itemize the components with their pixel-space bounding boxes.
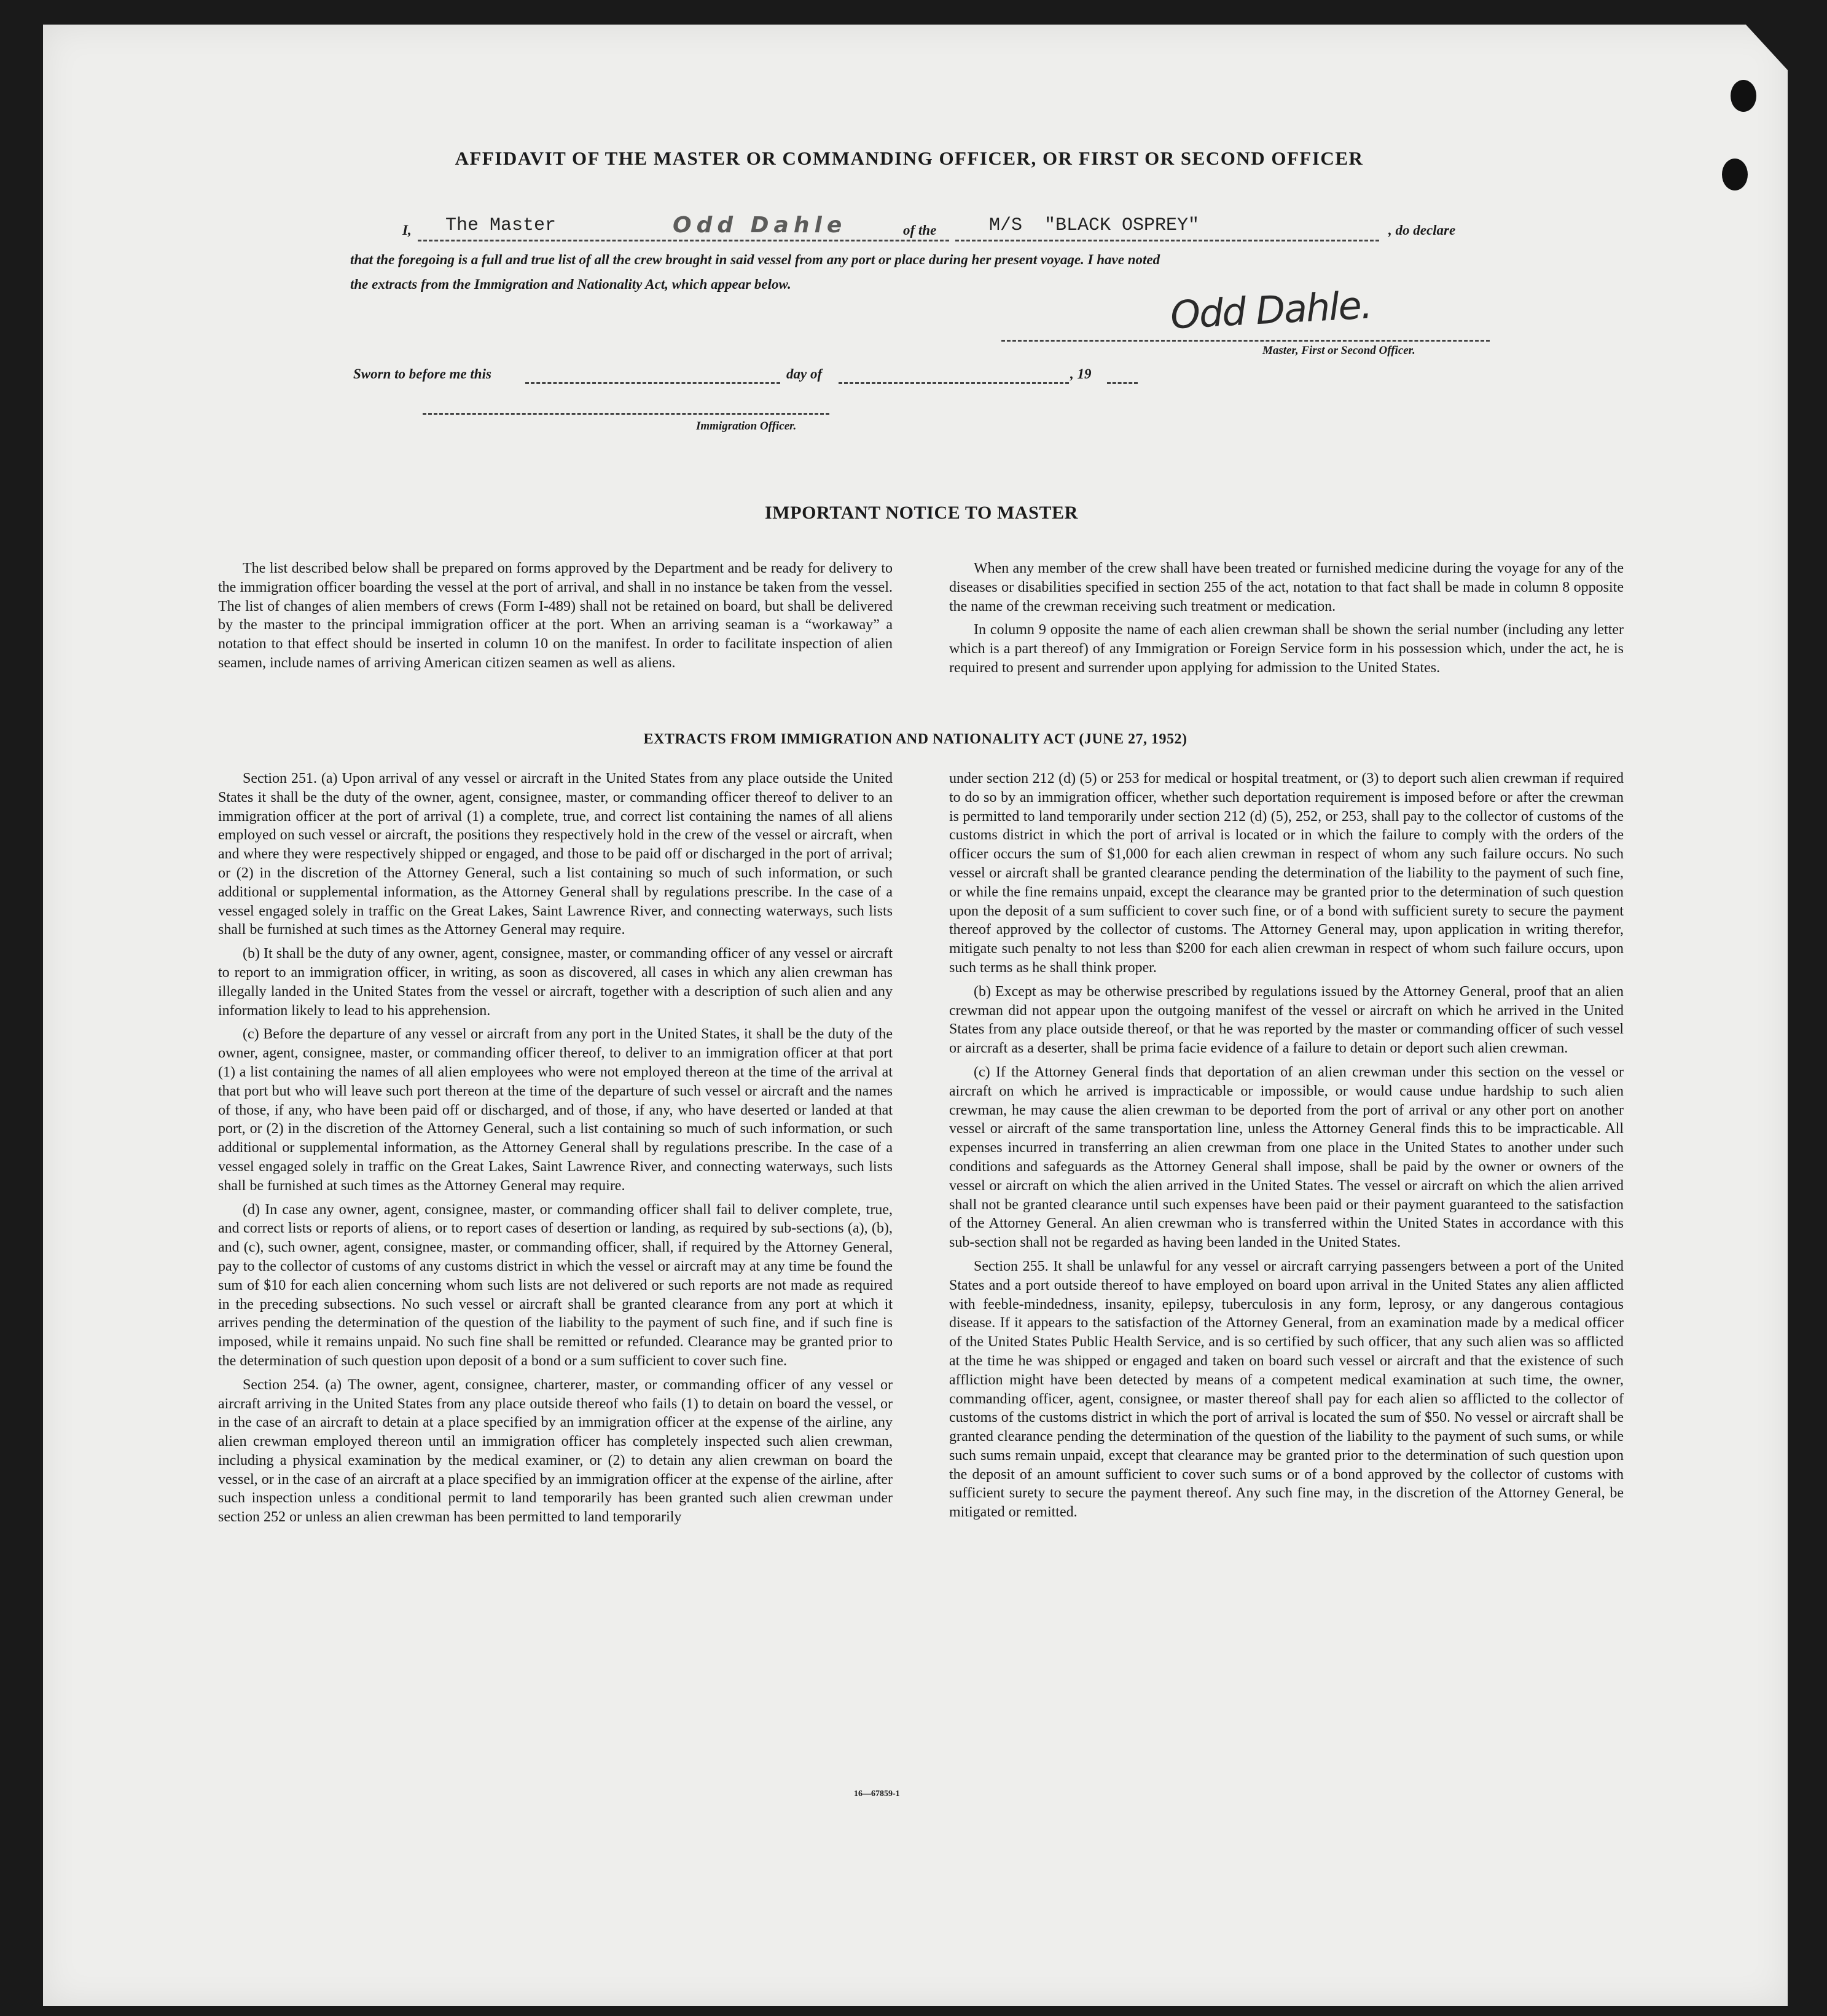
section-254-b: (b) Except as may be otherwise prescribed by regulations issued by the Attorney General, proof that an alien crewman did not appear upon the outgoing manifest of the vessel or aircraft on which he arrived in the United States from any place outside thereof, or that he was reported by the master or commanding officer of such vessel or aircraft as a deserter, shall be prima facie evidence of a failure to detain or deport such alien crewman. <box>949 983 1624 1057</box>
of-the-label: of the <box>903 222 937 238</box>
declaration-line-3: the extracts from the Immigration and Nationality Act, which appear below. <box>350 277 791 292</box>
vessel-name-field: M/S "BLACK OSPREY" <box>989 215 1200 236</box>
section-255: Section 255. It shall be unlawful for any vessel or aircraft carrying passengers between a port of the United States and a port outside thereof to have employed on board upon arrival in the United States any alien afflicted with feeble-mindedness, insanity, epilepsy, tuberculosis in any form, leprosy, or any dangerous contagious disease. If it appears to the satisfaction of the Attorney General, from an examination made by a medical officer of the United States Public Health Service, and is so certified by such officer, that any such alien was so afflicted at the time he was shipped or engaged and taken on board such vessel or aircraft and that the existence of such affliction might have been detected by means of a competent medical examination at such time, the owner, commanding officer, agent, consignee, or master thereof shall pay for each alien so afflicted to the collector of customs of the customs district in which the port of arrival is located the sum of $50. No vessel or aircraft shall be granted clearance pending the determination of the question of the liability to the payment of such sums, or while such sums remain unpaid, except that clearance may be granted prior to the determination of such question upon the deposit of an amount sufficient to cover such sums or of a bond approved by the collector of customs with sufficient surety to secure the payment thereof. Any such fine may, in the discretion of the Attorney General, be mitigated or remitted. <box>949 1258 1624 1521</box>
section-254-a-continued: under section 212 (d) (5) or 253 for medical or hospital treatment, or (3) to deport such alien crewman if required to do so by an immigration officer, whether such deportation requirement is imposed before or after the crewman is permitted to land temporarily under section 212 (d) (5), 252, or 253, shall pay to the collector of customs of the customs district in which the port of arrival is located or in which the failure to comply with the orders of the officer occurs the sum of $1,000 for each alien crewman in respect of whom any such failure occurs. No such vessel or aircraft shall be granted clearance pending the determination of the liability to the payment of such fine, or while the fine remains unpaid, except the clearance may be granted prior to the determination of such question upon the deposit of a sum sufficient to cover such fine, or of a bond with sufficient surety to secure the payment thereof approved by the collector of customs. The Attorney General may, upon application in writing therefor, mitigate such penalty to not less than $200 for each alien crewman in respect of whom such failure occurs, upon such terms as he shall think proper. <box>949 771 1624 976</box>
section-251-c: (c) Before the departure of any vessel or aircraft from any port in the United States, it shall be the duty of the owner, agent, consignee, master, or commanding officer thereof, to deliver to an immigration officer at that port (1) a list containing the names of all alien employees who were not employed thereon at the time of the arrival at that port but who will leave such port thereon at the time of the departure of such vessel or aircraft and the names of those, if any, who have been paid off or discharged, and of those, if any, who have deserted or landed at that port, or (2) in the discretion of the Attorney General, such a list containing so much of such information, or such additional or supplemental information, as the Attorney General shall by regulations prescribe. In the case of a vessel engaged solely in traffic on the Great Lakes, Saint Lawrence River, and connecting waterways, such lists shall be furnished at such times as the Attorney General may require. <box>218 1026 893 1194</box>
day-of-label: day of <box>786 366 823 382</box>
year-underline <box>1107 382 1138 384</box>
section-254-c: (c) If the Attorney General finds that deportation of an alien crewman under this section on the vessel or aircraft on which he arrived is impracticable or impossible, or would cause undue hardship to such alien crewman, he may cause the alien crewman to be deported from the port of arrival or any other port on another vessel or aircraft of the same transportation line, unless the Attorney General finds this to be impracticable. All expenses incurred in transferring an alien crewman from one place in the United States to another under such conditions and safeguards as the Attorney General shall impose, shall be paid by the owner or owners of the vessel or aircraft on which the alien arrived in the United States. The vessel or aircraft on which the alien arrived shall not be granted clearance until such expenses have been paid or their payment guaranteed to the satisfaction of the Attorney General. An alien crewman who is transferred within the United States in accordance with this sub-section shall not be regarded as having been landed in the United States. <box>949 1064 1624 1251</box>
notice-right-paragraph: When any member of the crew shall have been treated or furnished medicine during the voyage for any of the diseases or disabilities specified in section 255 of the act, notation to that fact shall be made in column 8 opposite the name of the crewman receiving such treatment or medication. <box>949 560 1624 614</box>
handwritten-master-name: Odd Dahle <box>673 213 847 238</box>
section-251-b: (b) It shall be the duty of any owner, agent, consignee, master, or commanding officer of any vessel or aircraft to report to an immigration officer, in writing, as soon as discovered, all cases in which any alien crewman has illegally landed in the United States from the vessel or aircraft, together with a description of such alien and any information likely to lead to his apprehension. <box>218 946 893 1019</box>
notice-right-column <box>949 559 1624 683</box>
declarant-underline <box>418 240 949 241</box>
sworn-date-underline <box>525 382 780 384</box>
notice-left-paragraph: The list described below shall be prepared on forms approved by the Department and be ready for delivery to the immigration officer boarding the vessel at the port of arrival, and shall in no instance be taken from the vessel. The list of changes of alien members of crews (Form I-489) shall not be retained on board, but shall be delivered by the master to the principal immigration officer at the port. When an arriving seaman is a “workaway” a notation to that effect should be inserted in column 10 on the manifest. In order to facilitate inspection of alien seamen, include names of arriving American citizen seamen as well as aliens. <box>218 560 893 671</box>
officer-signature-line <box>423 413 829 415</box>
declaration-suffix: , do declare <box>1388 222 1456 238</box>
officer-caption: Immigration Officer. <box>696 420 797 433</box>
section-254-a: Section 254. (a) The owner, agent, consignee, charterer, master, or commanding officer of any vessel or aircraft arriving in the United States from any place outside thereof who fails (1) to detain on board the vessel, or in the case of an aircraft to detain at a place specified by an immigration officer at the expense of the airline, any alien crewman employed thereon until an immigration officer has completely inspected such alien crewman, including a physical examination by the medical examiner, or (2) to detain any alien crewman on board the vessel, or in the case of an aircraft at a place specified by an immigration officer at the expense of the airline, after such inspection unless a conditional permit to land temporarily has been granted such alien crewman under section 252 or unless an alien crewman has been permitted to land temporarily <box>218 1376 893 1526</box>
section-251-a: Section 251. (a) Upon arrival of any vessel or aircraft in the United States from any place outside the United States it shall be the duty of the owner, agent, consignee, master, or commanding officer thereof to deliver to an immigration officer at the port of arrival (1) a complete, true, and correct list containing the names of all aliens employed on such vessel or aircraft, the positions they respectively hold in the crew of the vessel or aircraft, when and where they were respectively shipped or engaged, and those to be paid off or discharged in the port of arrival; or (2) in the discretion of the Attorney General, such a list containing so much of such information, or such additional or supplemental information, as the Attorney General shall by regulations prescribe. In the case of a vessel engaged solely in traffic on the Great Lakes, Saint Lawrence River, and connecting waterways, such lists shall be furnished at such times as the Attorney General may require. <box>218 771 893 938</box>
form-number: 16—67859-1 <box>854 1789 900 1798</box>
declaration-line-2: that the foregoing is a full and true list of all the crew brought in said vessel from any port or place during her present voyage. I have noted <box>350 252 1160 267</box>
vessel-underline <box>955 240 1379 241</box>
notice-right-paragraph: In column 9 opposite the name of each alien crewman shall be shown the serial number (including any letter which is a part thereof) of any Immigration or Foreign Service form in his possession which, under the act, he is required to present and surrender upon applying for admission to the United States. <box>949 622 1624 676</box>
declaration-prefix: I, <box>402 222 412 238</box>
year-label: , 19 <box>1070 366 1092 382</box>
signature-line <box>1001 340 1490 342</box>
master-signature: Odd Dahle. <box>1169 282 1373 338</box>
extracts-heading: EXTRACTS FROM IMMIGRATION AND NATIONALITY ACT (JUNE 27, 1952) <box>643 731 1187 747</box>
signature-caption: Master, First or Second Officer. <box>1262 344 1415 357</box>
month-underline <box>839 382 1069 384</box>
declarant-field: The Master <box>445 215 557 236</box>
extracts-left-column <box>218 769 893 1532</box>
section-251-d: (d) In case any owner, agent, consignee, master, or commanding officer shall fail to deliver complete, true, and correct lists or reports of aliens, or to report cases of desertion or landing, as required by sub-sections (a), (b), and (c), such owner, agent, consignee, master, or commanding officer, shall, if required by the Attorney General, pay to the collector of customs of any customs district in which the vessel or aircraft may at any time be found the sum of $10 for each alien concerning whom such lists are not delivered or such reports are not made as required in the preceding subsections. No such vessel or aircraft shall be granted clearance from any port at which it arrives pending the determination of the question of the liability to the payment of such fine, and if such fine is imposed, while it remains unpaid. No such fine shall be remitted or refunded. Clearance may be granted prior to the determination of such question upon deposit of a bond or a sum sufficient to cover such fine. <box>218 1201 893 1369</box>
notice-heading: IMPORTANT NOTICE TO MASTER <box>765 503 1078 523</box>
sworn-label: Sworn to before me this <box>353 366 491 382</box>
extracts-right-column <box>949 769 1624 1527</box>
punch-hole-top <box>1731 80 1756 112</box>
affidavit-title: AFFIDAVIT OF THE MASTER OR COMMANDING OFFICER, OR FIRST OR SECOND OFFICER <box>455 147 1364 169</box>
notice-left-column <box>218 559 893 678</box>
punch-hole-lower <box>1722 159 1748 190</box>
